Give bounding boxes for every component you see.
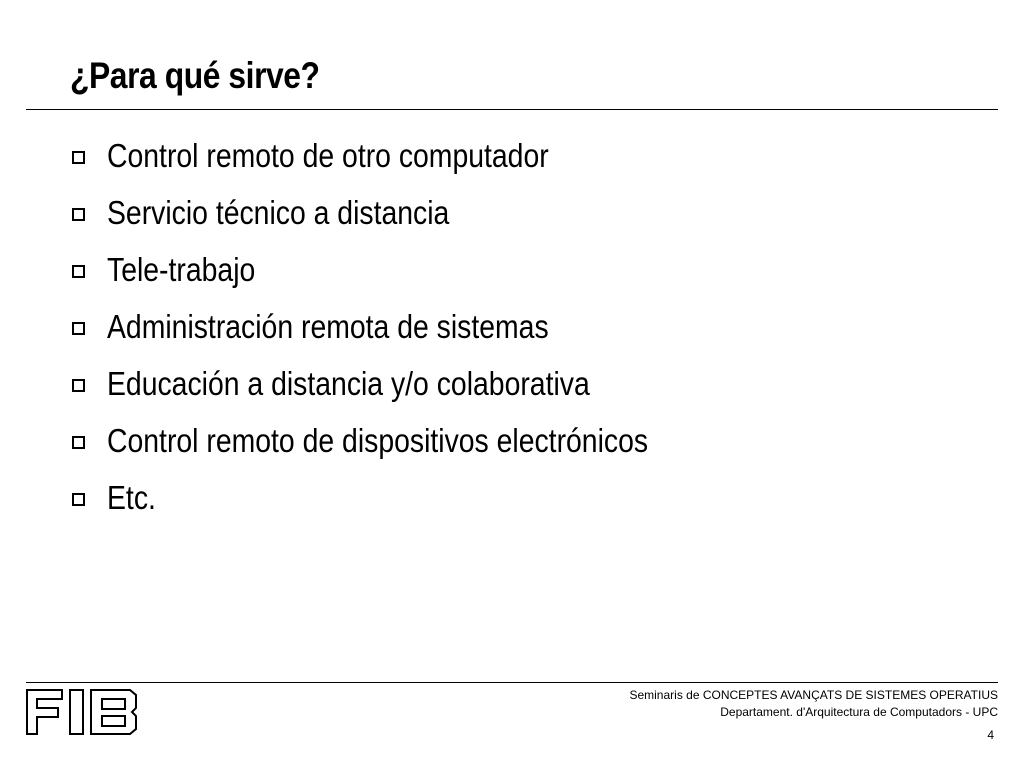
bullet-text: Educación a distancia y/o colaborativa <box>107 364 590 402</box>
hollow-square-icon <box>72 493 85 506</box>
slide-title: ¿Para qué sirve? <box>70 55 320 96</box>
hollow-square-icon <box>72 379 85 392</box>
hollow-square-icon <box>72 208 85 221</box>
footer-credits <box>629 687 998 721</box>
bullet-item <box>72 355 736 412</box>
bullet-item <box>72 412 736 469</box>
bullet-item <box>72 127 736 184</box>
bullet-text: Administración remota de sistemas <box>107 307 549 345</box>
bullet-item <box>72 241 736 298</box>
bullet-item <box>72 469 736 526</box>
bullet-text: Etc. <box>107 478 156 516</box>
hollow-square-icon <box>72 322 85 335</box>
hollow-square-icon <box>72 436 85 449</box>
bullet-text: Control remoto de otro computador <box>107 136 549 174</box>
page-number: 4 <box>987 728 994 742</box>
title-divider <box>26 109 998 110</box>
footer-divider <box>26 682 998 683</box>
bullet-list <box>72 127 736 526</box>
bullet-item <box>72 184 736 241</box>
bullet-item <box>72 298 736 355</box>
seminar-label: Seminaris de CONCEPTES AVANÇATS DE SISTEMES OPERATIUS <box>629 688 998 702</box>
hollow-square-icon <box>72 265 85 278</box>
fib-logo <box>26 689 138 735</box>
department-label: Departament. d'Arquitectura de Computadors - UPC <box>720 705 998 719</box>
hollow-square-icon <box>72 151 85 164</box>
bullet-text: Control remoto de dispositivos electrónicos <box>107 421 649 459</box>
bullet-text: Servicio técnico a distancia <box>107 193 450 231</box>
bullet-text: Tele-trabajo <box>107 250 256 288</box>
